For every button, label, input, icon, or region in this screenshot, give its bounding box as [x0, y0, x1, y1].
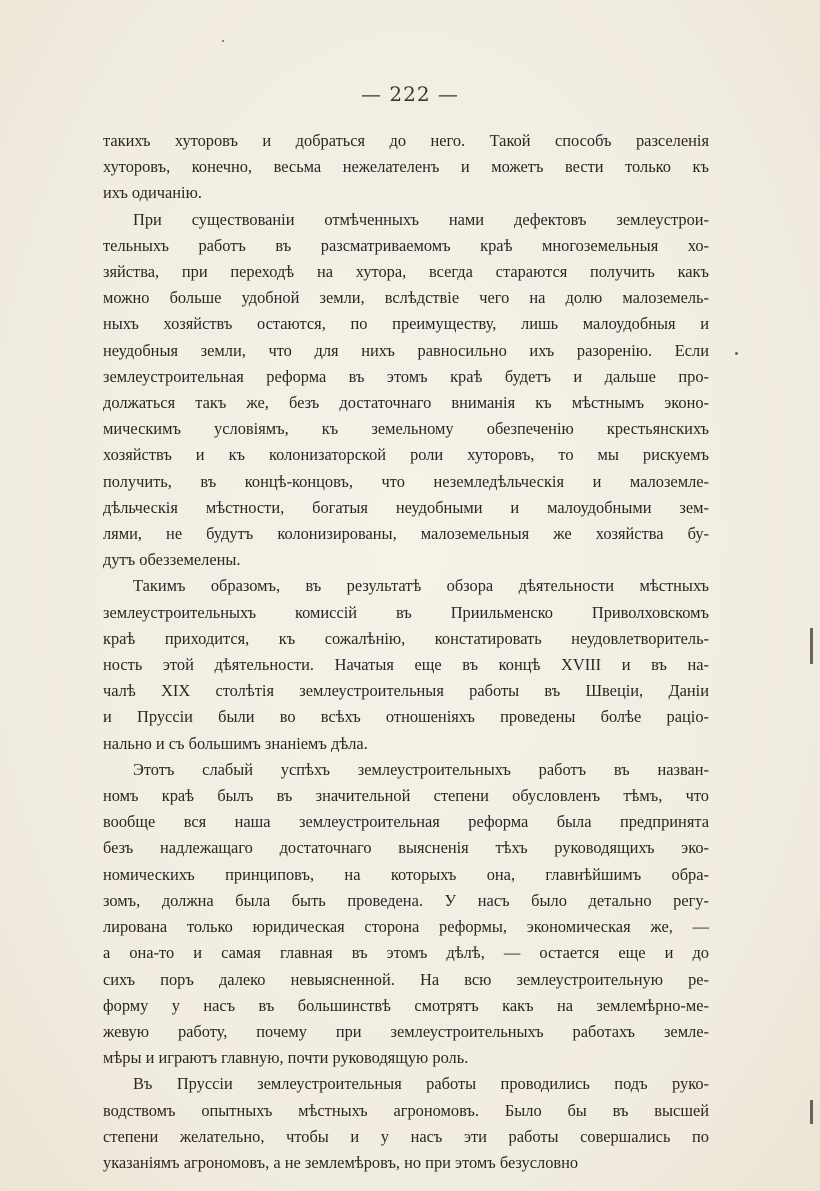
- text-line: водствомъ опытныхъ мѣстныхъ агрономовъ. Было бы въ высшей: [103, 1100, 709, 1120]
- text-line: можно больше удобной земли, вслѣдствіе чего на долю малоземель-: [103, 288, 709, 308]
- text-line: дутъ обезземелены.: [103, 550, 241, 570]
- text-line: краѣ приходится, къ сожалѣнію, констатировать неудовлетворитель-: [103, 628, 709, 648]
- text-line: Этотъ слабый успѣхъ землеустроительныхъ работъ въ назван-: [133, 759, 709, 779]
- text-line: хозяйствъ и къ колонизаторской роли хуторовъ, то мы рискуемъ: [103, 445, 709, 465]
- text-line: землеустроительная реформа въ этомъ краѣ будетъ и дальше про-: [103, 366, 709, 386]
- text-line: неудобныя земли, что для нихъ равносильно ихъ разоренію. Если: [103, 340, 709, 360]
- text-line: мическимъ условіямъ, къ земельному обезпеченію крестьянскихъ: [103, 419, 709, 439]
- text-line: Такимъ образомъ, въ результатѣ обзора дѣятельности мѣстныхъ: [133, 576, 709, 596]
- text-line: ихъ одичанію.: [103, 183, 202, 203]
- text-line: а она-то и самая главная въ этомъ дѣлѣ, — остается еще и до: [103, 943, 709, 963]
- text-line: номическихъ принциповъ, на которыхъ она, главнѣйшимъ обра-: [103, 864, 709, 884]
- text-line: вообще вся наша землеустроительная реформа была предпринята: [103, 812, 709, 832]
- text-line: зомъ, должна была быть проведена. У насъ было детально регу-: [103, 890, 709, 910]
- text-line: безъ надлежащаго достаточнаго выясненія тѣхъ руководящихъ эко-: [103, 838, 709, 858]
- text-line: номъ краѣ былъ въ значительной степени обусловленъ тѣмъ, что: [103, 786, 709, 806]
- text-line: степени желательно, чтобы и у насъ эти работы совершались по: [103, 1126, 709, 1146]
- text-line: указаніямъ агрономовъ, а не землемѣровъ, но при этомъ безусловно: [103, 1152, 579, 1172]
- text-line: нально и съ большимъ знаніемъ дѣла.: [103, 733, 368, 753]
- text-line: и Пруссіи были во всѣхъ отношеніяхъ проведены болѣе раціо-: [103, 707, 709, 727]
- page-edge-mark: [810, 628, 813, 664]
- text-line: ность этой дѣятельности. Начатыя еще въ концѣ XVIII и въ на-: [103, 655, 709, 675]
- text-line: дѣльческія мѣстности, богатыя неудобными и малоудобными зем-: [103, 497, 709, 517]
- page-body-text: [103, 128, 709, 1176]
- text-line: сихъ поръ далеко невыясненной. На всю землеустроительную ре-: [103, 969, 709, 989]
- text-line: землеустроительныхъ комиссій въ Приильменско Приволховскомъ: [103, 602, 709, 622]
- text-line: такихъ хуторовъ и добраться до него. Такой способъ разселенія: [103, 131, 709, 150]
- text-line: При существованіи отмѣченныхъ нами дефектовъ землеустрои-: [133, 209, 709, 229]
- text-line: Въ Пруссіи землеустроительныя работы проводились подъ руко-: [133, 1074, 709, 1094]
- text-line: чалѣ XIX столѣтія землеустроительныя работы въ Швеціи, Даніи: [103, 681, 709, 701]
- text-line: лями, не будутъ колонизированы, малоземельныя же хозяйства бу-: [103, 524, 709, 544]
- text-line: жевую работу, почему при землеустроительныхъ работахъ земле-: [103, 1021, 709, 1041]
- text-line: ныхъ хозяйствъ остаются, по преимуществу, лишь малоудобныя и: [103, 314, 709, 334]
- page-edge-mark: [810, 1100, 813, 1124]
- paper-speck: [222, 40, 224, 42]
- text-line: зяйства, при переходѣ на хутора, всегда стараются получить какъ: [103, 262, 709, 282]
- text-line: получить, въ концѣ-концовъ, что неземледѣльческія и малоземле-: [103, 471, 709, 491]
- text-line: хуторовъ, конечно, весьма нежелателенъ и можетъ вести только къ: [103, 157, 709, 177]
- text-line: лирована только юридическая сторона реформы, экономическая же, —: [103, 917, 709, 937]
- page-number: — 222 —: [361, 82, 459, 106]
- text-line: мѣры и играютъ главную, почти руководящую роль.: [103, 1048, 469, 1068]
- paper-speck: [735, 352, 738, 355]
- text-line: должаться такъ же, безъ достаточнаго вниманія къ мѣстнымъ эконо-: [103, 393, 709, 413]
- text-line: форму у насъ въ большинствѣ смотрятъ какъ на землемѣрно-ме-: [103, 995, 709, 1015]
- text-line: тельныхъ работъ въ разсматриваемомъ краѣ многоземельныя хо-: [103, 235, 709, 255]
